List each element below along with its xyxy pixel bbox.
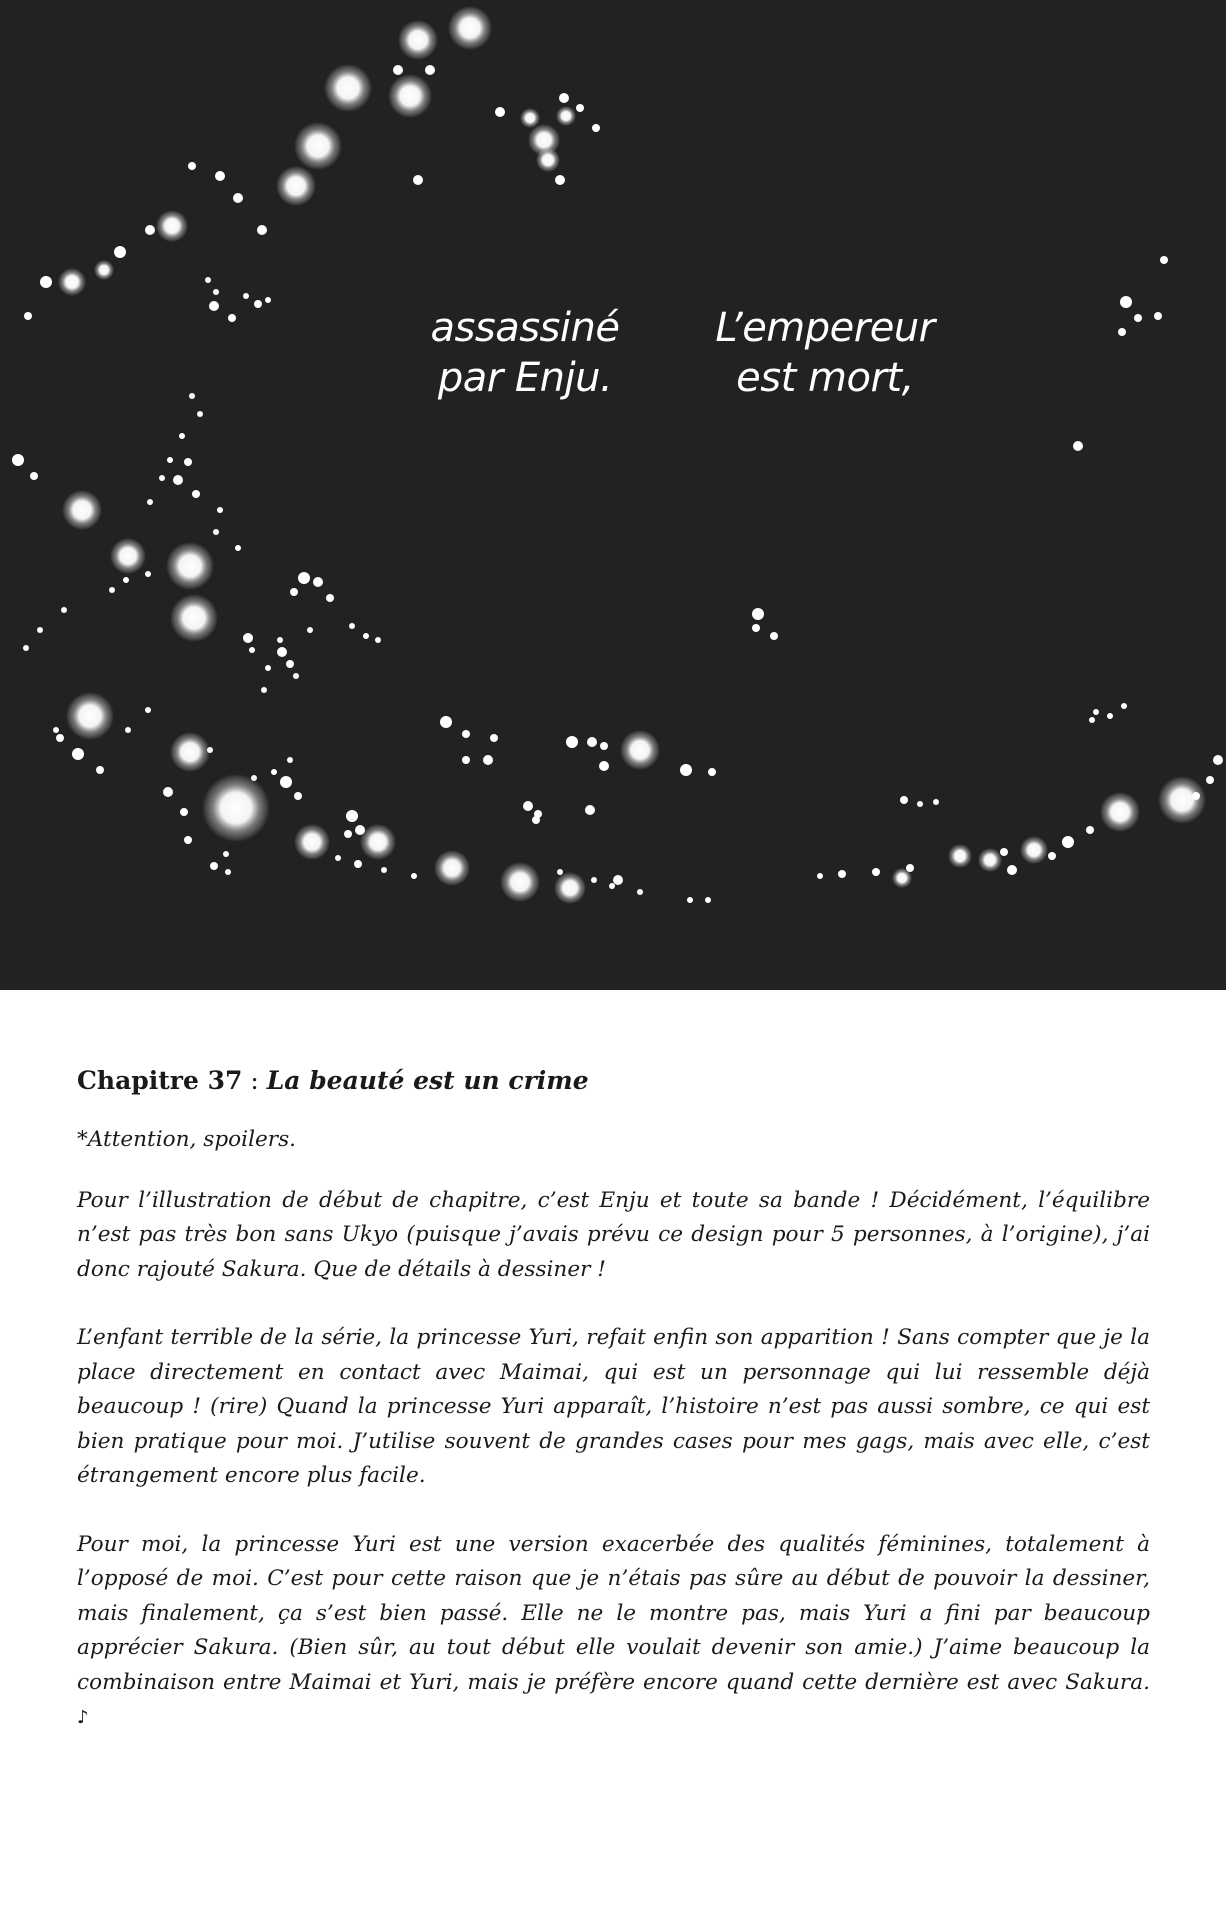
- star: [1160, 256, 1168, 264]
- star: [24, 312, 32, 320]
- star: [680, 764, 692, 776]
- star: [96, 766, 104, 774]
- chapter-separator: :: [250, 1066, 259, 1095]
- star: [872, 868, 880, 876]
- star: [307, 627, 313, 633]
- star: [166, 542, 214, 590]
- star: [585, 805, 595, 815]
- star: [1213, 755, 1223, 765]
- star: [277, 647, 287, 657]
- star: [94, 260, 114, 280]
- author-notes: [77, 1065, 1150, 1770]
- star: [192, 490, 200, 498]
- caption-right-line-1: L’empereur: [715, 305, 935, 351]
- star: [1086, 826, 1094, 834]
- star: [114, 246, 126, 258]
- star: [1100, 792, 1140, 832]
- star: [233, 193, 243, 203]
- star: [271, 769, 277, 775]
- star: [554, 872, 586, 904]
- star: [448, 6, 492, 50]
- star: [500, 862, 540, 902]
- star: [817, 873, 823, 879]
- chapter-number: Chapitre 37: [77, 1066, 243, 1095]
- star: [462, 756, 470, 764]
- caption-left-line-2: par Enju.: [437, 355, 613, 401]
- star: [53, 727, 59, 733]
- notes-paragraph-3-text: Pour moi, la princesse Yuri est une version exacerbée des qualités féminines, totalement à l’opposé de moi. C’est pour cette raison que je n’étais pas sûre au début de pouvoir la dessiner, mais finalement, ça s’est bien passé. Elle ne le montre pas, mais Yuri a fini par beaucoup apprécier Sakura. (Bien sûr, au tout début elle voulait devenir son amie.) J’aime beaucoup la combinaison entre Maimai et Yuri, mais je préfère encore quand cette dernière est avec Sakura.: [77, 1531, 1150, 1695]
- spoiler-warning: *Attention, spoilers.: [77, 1127, 297, 1152]
- star: [933, 799, 939, 805]
- star: [770, 632, 778, 640]
- star: [215, 171, 225, 181]
- star: [555, 175, 565, 185]
- star: [687, 897, 693, 903]
- star: [184, 836, 192, 844]
- chapter-heading: [77, 1065, 1150, 1097]
- music-note-icon: ♪: [77, 1707, 89, 1728]
- star: [906, 864, 914, 872]
- star: [576, 104, 584, 112]
- star: [235, 545, 241, 551]
- star: [1154, 312, 1162, 320]
- star: [354, 860, 362, 868]
- notes-paragraph-2: L’enfant terrible de la série, la princesse Yuri, refait enfin son apparition ! Sans compter que je la place directement en contact avec Maimai, qui est un personnage qui lui ressemble déjà beaucoup ! (rire) Quand la princesse Yuri apparaît, l’histoire n’est pas aussi sombre, ce qui est bien pratique pour moi. J’utilise souvent de grandes cases pour mes gags, mais avec elle, c’est étrangement encore plus facile.: [77, 1325, 1150, 1488]
- star: [209, 301, 219, 311]
- star: [613, 875, 623, 885]
- star: [326, 594, 334, 602]
- star: [123, 577, 129, 583]
- star: [265, 665, 271, 671]
- star: [287, 757, 293, 763]
- star: [398, 20, 438, 60]
- star: [254, 300, 262, 308]
- star: [202, 774, 270, 842]
- star: [213, 529, 219, 535]
- star: [294, 792, 302, 800]
- star: [277, 637, 283, 643]
- star: [413, 175, 423, 185]
- star: [213, 289, 219, 295]
- star: [360, 824, 396, 860]
- star: [179, 433, 185, 439]
- star: [1073, 441, 1083, 451]
- star: [125, 727, 131, 733]
- star: [363, 633, 369, 639]
- caption-emperor-dead: [705, 303, 945, 403]
- caption-right-line-2: est mort,: [736, 355, 914, 401]
- star: [30, 472, 38, 480]
- star: [434, 850, 470, 886]
- star: [536, 148, 560, 172]
- star: [225, 869, 231, 875]
- star: [23, 645, 29, 651]
- star: [205, 277, 211, 283]
- star: [705, 897, 711, 903]
- star: [228, 314, 236, 322]
- star: [207, 747, 213, 753]
- star: [313, 577, 323, 587]
- star: [210, 862, 218, 870]
- star: [173, 475, 183, 485]
- star: [109, 587, 115, 593]
- star: [344, 830, 352, 838]
- star: [324, 64, 372, 112]
- star: [440, 716, 452, 728]
- star: [1020, 836, 1048, 864]
- star: [335, 855, 341, 861]
- star: [483, 755, 493, 765]
- star: [280, 776, 292, 788]
- star: [557, 869, 563, 875]
- star: [393, 65, 403, 75]
- star: [251, 775, 257, 781]
- star: [1118, 328, 1126, 336]
- star: [600, 742, 608, 750]
- star: [298, 572, 310, 584]
- star: [381, 867, 387, 873]
- star: [388, 74, 432, 118]
- star: [1134, 314, 1142, 322]
- star: [1000, 848, 1008, 856]
- star: [1206, 776, 1214, 784]
- star: [37, 627, 43, 633]
- star: [708, 768, 716, 776]
- star: [1048, 852, 1056, 860]
- star-cluster: [12, 6, 1223, 904]
- star: [156, 210, 188, 242]
- star: [293, 673, 299, 679]
- star: [637, 889, 643, 895]
- star: [349, 623, 355, 629]
- star: [355, 825, 365, 835]
- star: [620, 730, 660, 770]
- star: [261, 687, 267, 693]
- star: [147, 499, 153, 505]
- star: [523, 801, 533, 811]
- caption-assassinated: [410, 303, 640, 403]
- star: [294, 122, 342, 170]
- star: [587, 737, 597, 747]
- star: [72, 748, 84, 760]
- star: [917, 801, 923, 807]
- star: [167, 457, 173, 463]
- star: [534, 810, 542, 818]
- star: [249, 647, 255, 653]
- star: [257, 225, 267, 235]
- star: [490, 734, 498, 742]
- star: [243, 633, 253, 643]
- star: [145, 707, 151, 713]
- star: [411, 873, 417, 879]
- star: [1107, 713, 1113, 719]
- star: [66, 692, 114, 740]
- star: [425, 65, 435, 75]
- star: [1121, 703, 1127, 709]
- star: [170, 732, 210, 772]
- star: [1192, 792, 1200, 800]
- star: [188, 162, 196, 170]
- star: [294, 824, 330, 860]
- star: [948, 844, 972, 868]
- star: [56, 734, 64, 742]
- star: [276, 166, 316, 206]
- star: [838, 870, 846, 878]
- star: [599, 761, 609, 771]
- star: [180, 808, 188, 816]
- star: [265, 297, 271, 303]
- star: [900, 796, 908, 804]
- star: [61, 607, 67, 613]
- star: [556, 106, 576, 126]
- star: [1062, 836, 1074, 848]
- chapter-title: La beauté est un crime: [266, 1066, 589, 1095]
- star: [145, 225, 155, 235]
- star: [591, 877, 597, 883]
- star: [592, 124, 600, 132]
- star: [286, 660, 294, 668]
- star: [40, 276, 52, 288]
- star: [217, 507, 223, 513]
- star: [495, 107, 505, 117]
- star: [197, 411, 203, 417]
- star: [159, 475, 165, 481]
- star: [462, 730, 470, 738]
- star: [12, 454, 24, 466]
- star: [559, 93, 569, 103]
- star: [58, 268, 86, 296]
- notes-paragraph-1: Pour l’illustration de début de chapitre, c’est Enju et toute sa bande ! Décidément, l’équilibre n’est pas très bon sans Ukyo (puisque j’avais prévu ce design pour 5 personnes, à l’origine), j’ai donc rajouté Sakura. Que de détails à dessiner !: [77, 1187, 1150, 1282]
- star: [62, 490, 102, 530]
- star: [1120, 296, 1132, 308]
- star: [163, 787, 173, 797]
- star: [1007, 865, 1017, 875]
- star: [223, 851, 229, 857]
- star: [145, 571, 151, 577]
- star: [1158, 776, 1206, 824]
- star: [1089, 717, 1095, 723]
- star: [243, 293, 249, 299]
- star: [170, 594, 218, 642]
- star: [520, 108, 540, 128]
- star: [346, 810, 358, 822]
- star: [110, 538, 146, 574]
- star: [566, 736, 578, 748]
- star: [752, 624, 760, 632]
- star: [189, 393, 195, 399]
- notes-paragraph-3: [77, 1528, 1150, 1736]
- star: [375, 637, 381, 643]
- caption-left-line-1: assassiné: [430, 305, 620, 351]
- star: [752, 608, 764, 620]
- star: [184, 458, 192, 466]
- star: [978, 848, 1002, 872]
- star: [290, 588, 298, 596]
- star: [609, 883, 615, 889]
- star: [1093, 709, 1099, 715]
